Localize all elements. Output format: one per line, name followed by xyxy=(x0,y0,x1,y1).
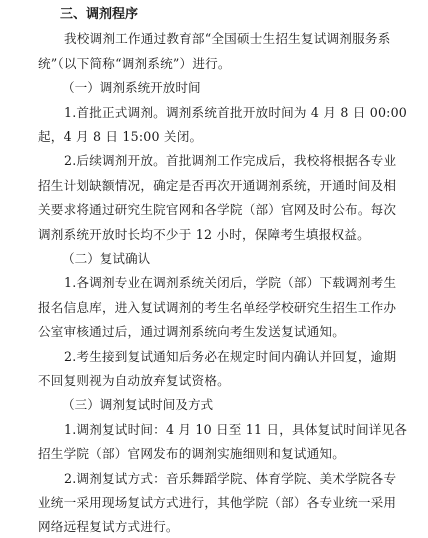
part3-item1-line-1: 1.调剂复试时间：4 月 10 日至 11 日，具体复试时间详见各 xyxy=(64,421,408,437)
part2-item1-line-2: 报名信息库，进入复试调剂的考生名单经学校研究生招生工作办 xyxy=(38,299,397,315)
part1-item2-line-2: 招生计划缺额情况，确定是否再次开通调剂系统，开通时间及相 xyxy=(38,177,397,193)
part2-item1-line-3: 公室审核通过后，通过调剂系统向考生发送复试通知。 xyxy=(38,324,346,340)
part1-item1-line-1: 1.首批正式调剂。调剂系统首批开放时间为 4 月 8 日 00:00 xyxy=(64,104,408,120)
part3-item2-line-1: 2.调剂复试方式：音乐舞蹈学院、体育学院、美术学院各专 xyxy=(64,470,397,486)
part2-item2-line-2: 不回复则视为自动放弃复试资格。 xyxy=(38,373,230,388)
part3-item2-line-2: 业统一采用现场复试方式进行，其他学院（部）各专业统一采用 xyxy=(38,495,397,510)
intro-line-1: 我校调剂工作通过教育部“全国硕士生招生复试调剂服务系 xyxy=(64,31,391,47)
part1-item1-line-2: 起，4 月 8 日 15:00 关闭。 xyxy=(38,129,203,144)
part1-heading: （一）调剂系统开放时间 xyxy=(62,80,201,96)
part3-item2-line-3: 网络远程复试方式进行。 xyxy=(38,519,179,535)
part2-heading: （二）复试确认 xyxy=(62,251,151,266)
part1-item2-line-1: 2.后续调剂开放。首批调剂工作完成后，我校将根据各专业 xyxy=(64,153,397,169)
part1-item2-line-4: 调剂系统开放时长均不少于 12 小时，保障考生填报权益。 xyxy=(38,226,370,242)
intro-line-2: 统”（以下简称“调剂系统”）进行。 xyxy=(38,55,231,71)
part3-item1-line-2: 招生学院（部）官网发布的调剂实施细则和复试通知。 xyxy=(38,446,346,462)
part2-item1-line-1: 1.各调剂专业在调剂系统关闭后，学院（部）下载调剂考生 xyxy=(64,275,397,291)
part1-item2-line-3: 关要求将通过研究生院官网和各学院（部）官网及时公布。每次 xyxy=(38,202,397,218)
part2-item2-line-1: 2.考生接到复试通知后务必在规定时间内确认并回复，逾期 xyxy=(64,348,397,364)
section-title: 三、调剂程序 xyxy=(60,7,139,22)
part3-heading: （三）调剂复试时间及方式 xyxy=(62,397,214,413)
